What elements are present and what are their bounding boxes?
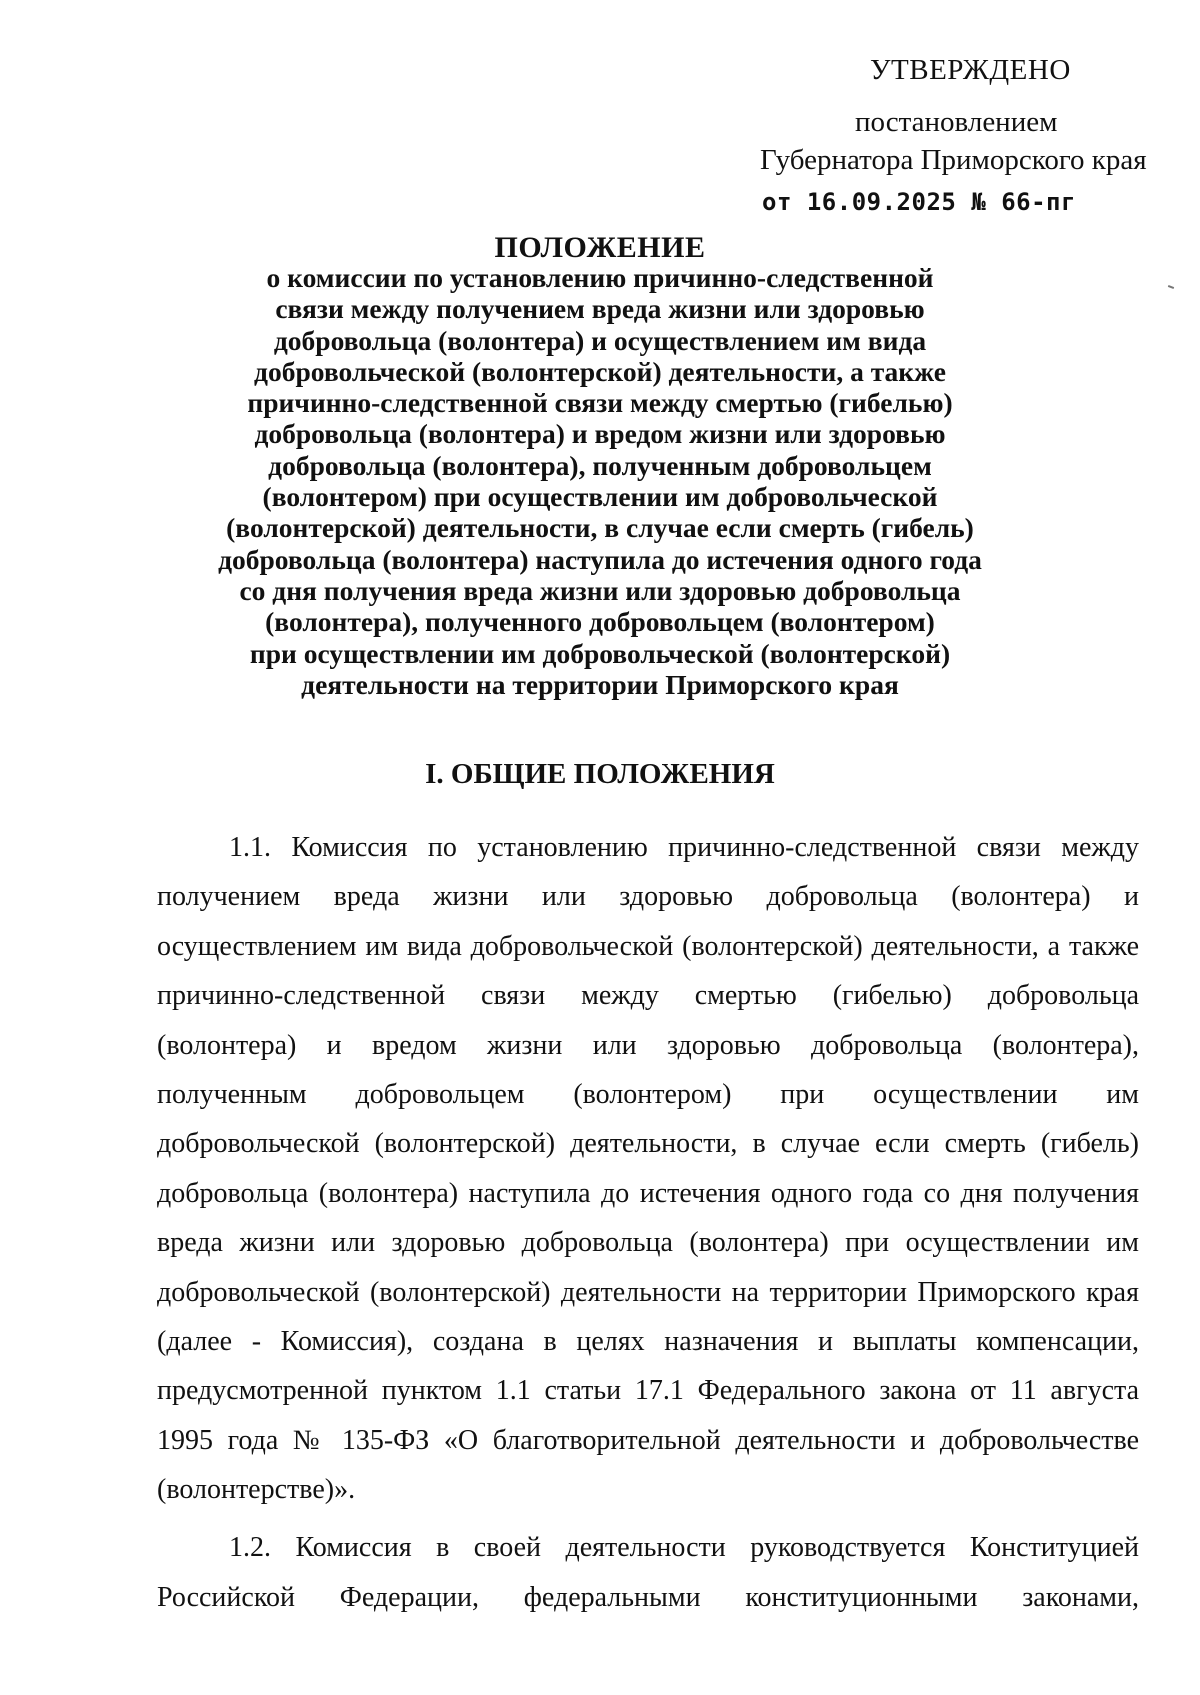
subtitle-line: добровольца (волонтера) наступила до истечения одного года (218, 543, 982, 575)
subtitle-line: при осуществлении им добровольческой (волонтерской) (249, 637, 951, 669)
paragraph-line: 1.1. Комиссия по установлению причинно-следственной связи между (229, 832, 1139, 863)
paragraph (157, 823, 1139, 1514)
paragraph-line: 1.2. Комиссия в своей деятельности руководствуется Конституцией (229, 1532, 1139, 1564)
paragraph-line: добровольческой (волонтерской) деятельности, в случае если смерть (гибель) (157, 1128, 1139, 1160)
subtitle-line: добровольца (волонтера), полученным добровольцем (268, 449, 932, 481)
paragraph-line: 1995 года № 135-ФЗ «О благотворительной деятельности и добровольчестве (157, 1424, 1139, 1456)
subtitle-line: со дня получения вреда жизни или здоровью добровольца (239, 574, 961, 606)
paragraph-line: вреда жизни или здоровью добровольца (волонтера) при осуществлении им (157, 1227, 1139, 1259)
document-title-block (120, 228, 1080, 700)
subtitle-line: (волонтера), полученного добровольцем (волонтером) (265, 606, 935, 638)
paragraph-line: полученным добровольцем (волонтером) при осуществлении им (157, 1078, 1139, 1110)
subtitle-line: добровольческой (волонтерской) деятельности, а также (254, 355, 946, 387)
paragraph-line: (далее - Комиссия), создана в целях назначения и выплаты компенсации, (157, 1325, 1139, 1357)
document-body (157, 823, 1139, 1622)
paragraph-line: добровольца (волонтера) наступила до истечения одного года со дня получения (157, 1177, 1139, 1209)
subtitle-line: добровольца (волонтера) и осуществлением им вида (273, 324, 927, 356)
paragraph-line: предусмотренной пунктом 1.1 статьи 17.1 Федерального закона от 11 августа (157, 1375, 1139, 1407)
date-number: от 16.09.2025 № 66-пг (762, 188, 1076, 216)
section-heading: I. ОБЩИЕ ПОЛОЖЕНИЯ (425, 758, 775, 790)
subtitle-line: добровольца (волонтера) и вредом жизни или здоровью (254, 418, 946, 450)
paragraph-line: добровольческой (волонтерской) деятельности на территории Приморского края (157, 1276, 1139, 1308)
paragraph-line: осуществлением им вида добровольческой (волонтерской) деятельности, а также (157, 930, 1139, 962)
paragraph (157, 1523, 1139, 1622)
subtitle-line: о комиссии по установлению причинно-следственной (266, 262, 934, 293)
subtitle-line: причинно-следственной связи между смертью (гибелью) (247, 387, 953, 419)
scan-speck (1168, 285, 1174, 289)
subtitle-line: (волонтером) при осуществлении им добровольческой (262, 481, 938, 513)
subtitle-line: (волонтерской) деятельности, в случае если смерть (гибель) (226, 512, 974, 544)
decree-label: постановлением (855, 106, 1058, 138)
approved-label: УТВЕРЖДЕНО (870, 54, 1071, 86)
paragraph-line: (волонтерстве)». (157, 1474, 356, 1506)
paragraph-line: (волонтера) и вредом жизни или здоровью добровольца (волонтера), (157, 1029, 1139, 1061)
paragraph-line: получением вреда жизни или здоровью добровольца (волонтера) и (157, 881, 1139, 913)
document-subtitle (120, 262, 1080, 700)
subtitle-line: деятельности на территории Приморского края (301, 668, 899, 700)
subtitle-line: связи между получением вреда жизни или здоровью (275, 293, 925, 325)
issuer-label: Губернатора Приморского края (760, 144, 1147, 176)
document-title: ПОЛОЖЕНИЕ (494, 231, 706, 264)
paragraph-line: причинно-следственной связи между смертью (гибелью) добровольца (157, 980, 1139, 1012)
paragraph-line: Российской Федерации, федеральными конституционными законами, (157, 1581, 1139, 1613)
